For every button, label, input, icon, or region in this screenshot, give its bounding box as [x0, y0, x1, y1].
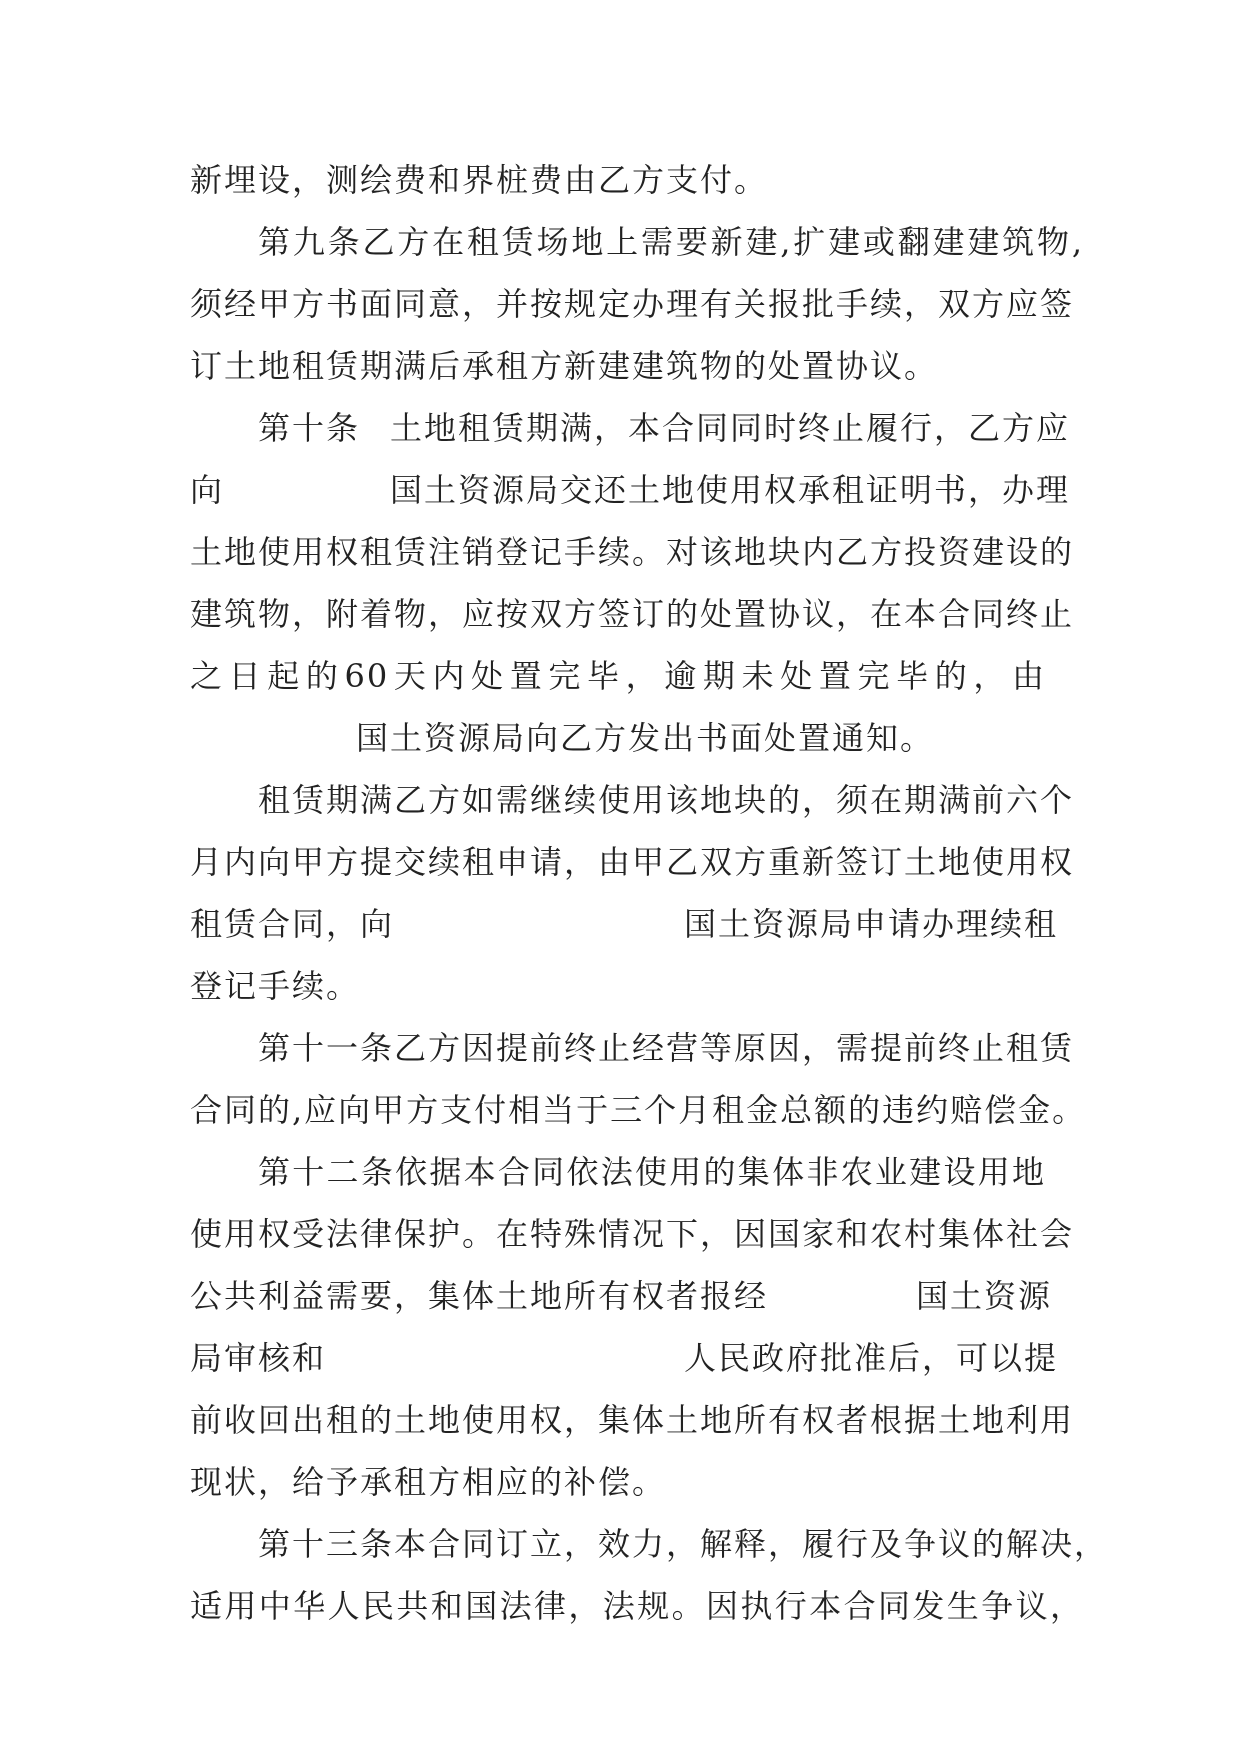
paragraph-line: [190, 1266, 1053, 1326]
paragraph-line: 租赁期满乙方如需继续使用该地块的，须在期满前六个: [258, 781, 1075, 819]
article-9-line: 第九条乙方在租赁场地上需要新建,扩建或翻建建筑物,: [258, 223, 1084, 261]
paragraph-line: 之日起的60天内处置完毕，逾期未处置完毕的，由: [190, 657, 1046, 695]
text-segment: 租赁合同，向: [190, 905, 395, 943]
text-segment: 人民政府批准后，可以提: [684, 1339, 1059, 1377]
article-11-line: 第十一条乙方因提前终止经营等原因，需提前终止租赁: [258, 1029, 1075, 1067]
paragraph-line: 月内向甲方提交续租申请，由甲乙双方重新签订土地使用权: [190, 843, 1075, 881]
text-segment: 土地租赁期满，本合同同时终止履行，乙方应: [390, 409, 1071, 447]
text-segment: 局审核和: [190, 1339, 327, 1377]
text-segment: 国土资源局交还土地使用权承租证明书，办理: [390, 471, 1071, 509]
text-segment: 公共利益需要，集体土地所有权者报经: [190, 1277, 769, 1315]
paragraph-line: [190, 1328, 1059, 1388]
paragraph-line: 订土地租赁期满后承租方新建建筑物的处置协议。: [190, 347, 939, 385]
article-heading: 第十条: [258, 409, 361, 447]
paragraph-line: 现状，给予承租方相应的补偿。: [190, 1463, 667, 1501]
paragraph-line: 土地使用权租赁注销登记手续。对该地块内乙方投资建设的: [190, 533, 1075, 571]
text-segment: 国土资源局申请办理续租: [684, 905, 1059, 943]
paragraph-line: [190, 894, 1059, 954]
paragraph-line: 适用中华人民共和国法律，法规。因执行本合同发生争议，: [190, 1587, 1084, 1625]
paragraph-line: 新埋设，测绘费和界桩费由乙方支付。: [190, 161, 769, 199]
paragraph-line: 国土资源局向乙方发出书面处置通知。: [356, 719, 935, 757]
paragraph-line: 使用权受法律保护。在特殊情况下，因国家和农村集体社会: [190, 1215, 1075, 1253]
paragraph-line: 建筑物，附着物，应按双方签订的处置协议，在本合同终止: [190, 595, 1075, 633]
paragraph-line: 登记手续。: [190, 967, 361, 1005]
article-12-line: 第十二条依据本合同依法使用的集体非农业建设用地: [258, 1153, 1046, 1191]
paragraph-line: 前收回出租的土地使用权，集体土地所有权者根据土地利用: [190, 1401, 1075, 1439]
text-segment: 国土资源: [916, 1277, 1053, 1315]
paragraph-line: [190, 460, 1071, 520]
text-segment: 向: [190, 471, 225, 509]
article-10-line: [190, 398, 1071, 458]
paragraph-line: 合同的,应向甲方支付相当于三个月租金总额的违约赔偿金。: [190, 1091, 1087, 1129]
paragraph-line: 须经甲方书面同意，并按规定办理有关报批手续，双方应签: [190, 285, 1075, 323]
article-13-line: 第十三条本合同订立，效力，解释，履行及争议的解决，: [258, 1525, 1109, 1563]
